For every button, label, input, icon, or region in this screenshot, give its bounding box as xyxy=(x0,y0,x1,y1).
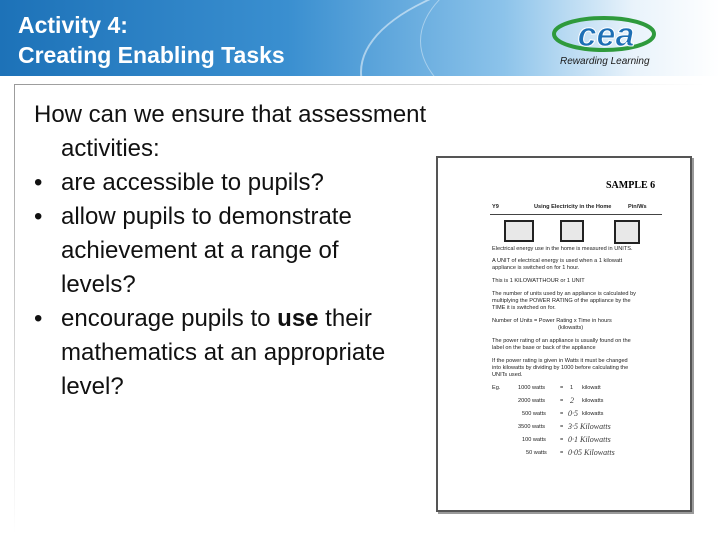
table-row-watts: 3500 watts xyxy=(518,424,546,430)
worksheet-text: A UNIT of electrical energy is used when a 1 kilowatt xyxy=(492,258,623,264)
table-row-watts: 50 watts xyxy=(526,450,547,456)
title-line-1: Activity 4: xyxy=(18,12,128,38)
appliance-radio-icon xyxy=(504,220,534,242)
intro-line-2: activities: xyxy=(61,135,160,162)
bullet-text: achievement at a range of xyxy=(61,237,339,264)
table-row-kilowatts: 0·5 xyxy=(568,409,578,418)
table-row-equals: = xyxy=(560,424,564,430)
bullet-text-bold: use xyxy=(277,305,319,332)
question-text xyxy=(34,98,464,404)
worksheet-text: Eg. xyxy=(492,385,501,391)
bullet-text xyxy=(61,302,464,336)
bullet-text: are accessible to pupils? xyxy=(61,169,324,196)
appliance-tv-icon xyxy=(614,220,640,244)
table-row-unit: kilowatts xyxy=(582,398,604,404)
bullet-dot: • xyxy=(34,305,43,332)
table-row-equals: = xyxy=(560,437,564,443)
bullet-text: mathematics at an appropriate xyxy=(61,339,386,366)
intro-line-1: How can we ensure that assessment xyxy=(34,101,427,128)
content-frame-left xyxy=(14,84,15,534)
bullet-item xyxy=(34,302,464,404)
table-row-kilowatts: 1 xyxy=(570,385,574,391)
worksheet-text: Electrical energy use in the home is measured in UNITS. xyxy=(492,246,633,252)
worksheet-text: The number of units used by an appliance is calculated by xyxy=(492,291,636,297)
table-row-watts: 2000 watts xyxy=(518,398,546,404)
table-row-watts: 100 watts xyxy=(522,437,546,443)
table-row-equals: = xyxy=(560,411,564,417)
bullet-item xyxy=(34,166,464,200)
appliance-microwave-icon xyxy=(560,220,584,242)
table-row-watts: 1000 watts xyxy=(518,385,546,391)
table-row-kilowatts: 3·5 Kilowatts xyxy=(568,422,611,431)
worksheet-header-title: Using Electricity in the Home xyxy=(534,204,612,210)
bullet-dot: • xyxy=(34,203,43,230)
sample-worksheet-image xyxy=(436,156,692,512)
worksheet-text: This is 1 KILOWATTHOUR or 1 UNIT xyxy=(492,278,585,284)
content-frame-top xyxy=(14,84,704,85)
worksheet-text: The power rating of an appliance is usually found on the xyxy=(492,338,631,344)
worksheet-text: label on the base or back of the appliance xyxy=(492,345,596,351)
table-row-unit: kilowatts xyxy=(582,411,604,417)
bullet-text: level? xyxy=(61,373,124,400)
worksheet-text: Number of Units = Power Rating x Time in hours xyxy=(492,318,612,324)
title-line-2: Creating Enabling Tasks xyxy=(18,42,285,68)
bullet-dot: • xyxy=(34,169,43,196)
worksheet-text: TIME it is switched on for. xyxy=(492,305,556,311)
logo-tagline: Rewarding Learning xyxy=(560,56,650,67)
bullet-item xyxy=(34,200,464,302)
bullet-text: allow pupils to demonstrate xyxy=(61,203,352,230)
table-row-equals: = xyxy=(560,398,564,404)
table-row-equals: = xyxy=(560,385,564,391)
worksheet-text: multiplying the POWER RATING of the appliance by the xyxy=(492,298,631,304)
sample-label: SAMPLE 6 xyxy=(606,180,656,191)
worksheet-text: appliance is switched on for 1 hour. xyxy=(492,265,580,271)
table-row-equals: = xyxy=(560,450,564,456)
table-row-kilowatts: 2 xyxy=(570,396,574,405)
bullet-text-pre: encourage pupils to xyxy=(61,305,278,332)
worksheet-text: UNITs used. xyxy=(492,372,523,378)
slide-title xyxy=(18,10,285,70)
table-row-kilowatts: 0·05 Kilowatts xyxy=(568,448,615,457)
bullet-text-post: their xyxy=(318,305,372,332)
worksheet-text: into kilowatts by dividing by 1000 before calculating the xyxy=(492,365,629,371)
bullet-text: levels? xyxy=(61,271,136,298)
logo-text: cea xyxy=(577,16,635,54)
worksheet-header-left: Y9 xyxy=(492,204,499,210)
table-row-watts: 500 watts xyxy=(522,411,546,417)
worksheet-text: (kilowatts) xyxy=(558,325,584,331)
table-row-kilowatts: 0·1 Kilowatts xyxy=(568,435,611,444)
worksheet-text: If the power rating is given in Watts it must be changed xyxy=(492,358,628,364)
table-row-unit: kilowatt xyxy=(582,385,601,391)
worksheet-header-right: Pin/Ws xyxy=(628,204,647,210)
worksheet-rule xyxy=(490,214,662,215)
